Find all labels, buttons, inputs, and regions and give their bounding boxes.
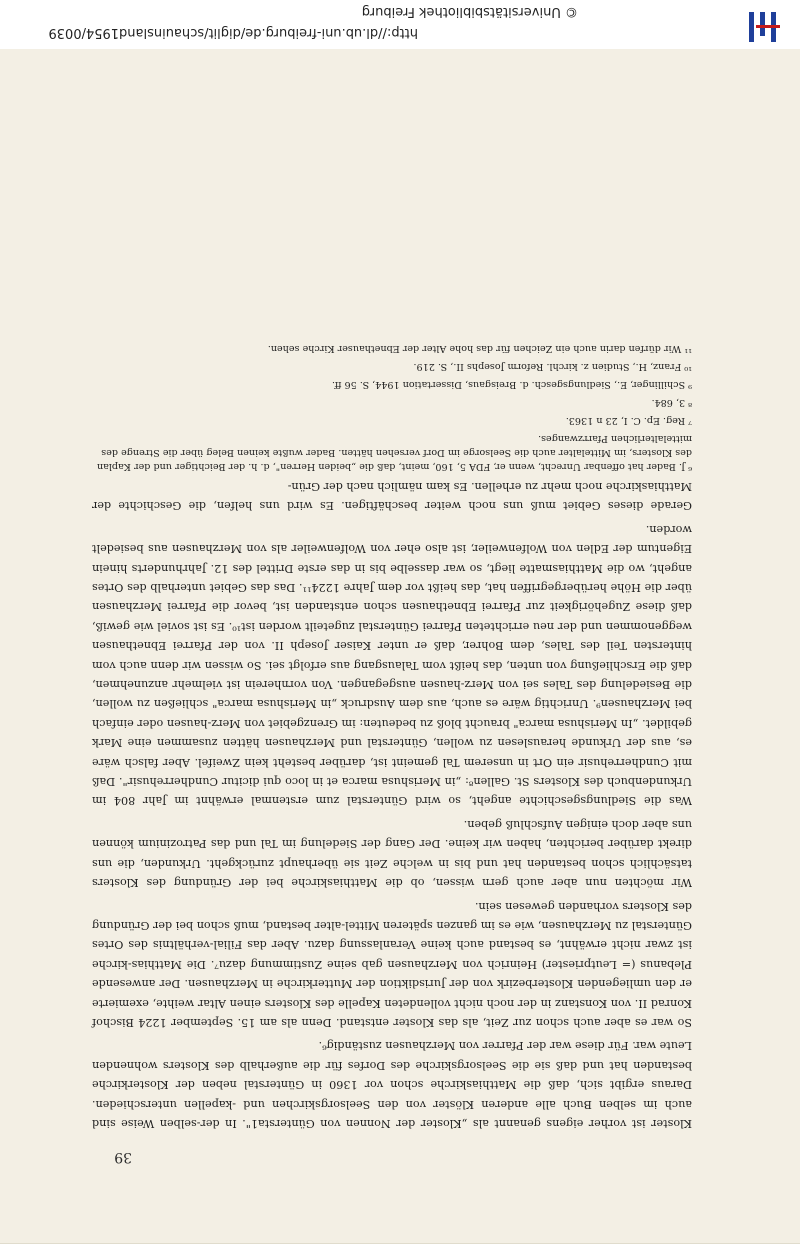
paragraph: So war es aber auch schon zur Zeit, als das Kloster entstand. Denn als am 15. September 1224 Bischof Konrad II. von Konstanz in der noch nicht vollendeten Kapelle des Klosters einen Altar weihte, exemierte er den umliegenden Klosterbezirk von der Jurisdiktion der Mutterkirche in Merzhausen. Der anwesende Plebanus (= Leutpriester) Heinrich von Merzhausen gab seine Zustimmung dazu⁷. Die Matthias-kirche ist zwar nicht erwähnt, es bestand auch keine Veranlassung dazu. Aber das Filial-verhältnis des Ortes Günterstal zu Merzhausen, wie es im ganzen späteren Mittel-alter bestand, muß schon bei der Gründung des Klosters vorhanden gewesen sein. — [92, 899, 692, 1029]
paragraph: Gerade dieses Gebiet muß uns noch weiter beschäftigen. Es wird uns helfen, die Geschichte der Matthiaskirche noch mehr zu erhellen. Es kam nämlich nach der Grün- — [92, 480, 692, 513]
source-url[interactable]: http://dl.ub.uni-freiburg.de/diglit/schauinsland1954/0039 — [48, 25, 418, 40]
copyright-notice: © Universitätsbibliothek Freiburg — [361, 4, 578, 19]
paragraph: Kloster ist vorher eigens genannt als „Kloster der Nonnen von Güntersta1". In der-selben Weise sind auch im selben Buch alle anderen Klöster von den Seelsorgskirchen und -kapellen unterschieden. Daraus ergibt sich, daß die Matthiaskirche schon vor 1360 in Günterstal neben der Klosterkirche bestanden hat und daß sie die Seelsorgskirche des Dorfes für die außerhalb des Klosters wohnenden Leute war. Für diese war der Pfarrer von Merzhausen zuständig⁶. — [92, 1039, 692, 1130]
footnotes — [92, 341, 692, 473]
page-text — [92, 327, 692, 1133]
footnote: ⁸ 3, 684. — [651, 396, 692, 408]
scanned-page — [0, 49, 800, 1244]
digital-library-banner — [0, 0, 800, 51]
page-number: 39 — [114, 1149, 132, 1165]
paragraph: Was die Siedlungsgeschichte angeht, so wird Günterstal zum erstenmal erwähnt im Jahr 804 im Urkundenbuch des Klosters St. Gallen⁸: „in Merishusa marca et in loco qui dicitur Cundherrehusir". Daß mit Cundherrehusir ein Ort in unserem Tal gemeint ist, darüber besteht kein Zweifel. Aber falsch wäre es, aus der Urkunde herauslesen zu wollen, Günterstal und Merzhausen hätten zusammen eine Mark gebildet. „In Merishusa marca" braucht bloß zu bedeuten: im Grenzgebiet von Merz-hausen oder einfach bei Merzhausen⁹. Unrichtig wäre es auch, aus dem Ausdruck „in Merishusa marca" schließen zu wollen, die Besiedelung des Tales sei von Merz-hausen ausgegangen. Von vornherein ist vielmehr anzunehmen, daß die Erschließung von unten, das heißt vom Talausgang aus erfolgt sei. So wissen wir denn auch vom hintersten Teil des Tales, dem Bohrer, daß er unter Kaiser Joseph II. von der Pfarrei Ebnethausen weggenommen und der neu errichteten Pfarrei Günterstal zugeteilt worden ist¹⁰. Es ist soviel wie gewiß, daß diese Zugehörigkeit zur Pfarrei Ebnethausen schon entstanden ist, bevor die Pfarrei Merzhausen über die Höhe herübergegriffen hat, das heißt vor dem Jahre 1224¹¹. Das das Gebiet unterhalb des Ortes angeht, wo die Matthiasmatte liegt, so war dasselbe bis in das erste Drittel des 12. Jahrhunderts hinein Eigentum der Edlen von Wolfenweiler, ist also eher von Wolfenweiler als von Merzhausen aus besiedelt worden. — [92, 522, 692, 808]
university-library-logo-icon — [742, 10, 782, 44]
footnote: ¹¹ Wir dürfen darin auch ein Zeichen für das hohe Alter der Ebnethauser Kirche sehen. — [267, 342, 692, 354]
footnote: ⁶ J. Bader hat offenbar Unrecht, wenn er, FDA 5, 160, meint, daß die „beiden Herren", d. h. der Beichtiger und der Kaplan des Klosters, im Mittelalter auch die Seelsorge im Dorf versehen hätten. Bader wußte keinen Beleg über die Strenge des mittelalterlichen Pfarrzwanges. — [96, 432, 692, 472]
footnote: ¹⁰ Franz, H., Studien z. kirchl. Reform Josephs II., S. 219. — [413, 360, 692, 372]
footnote: ⁷ Reg. Ep. C. I, 23 n 1363. — [565, 414, 692, 426]
footnote: ⁹ Schillinger, E., Siedlungsgesch. d. Breisgaus, Dissertation 1944, S. 56 ff. — [331, 378, 692, 390]
paragraph: Wir möchten nun aber auch gern wissen, ob die Matthiaskirche bei der Gründung des Klosters tatsächlich schon bestanden hat und bis in welche Zeit sie überhaupt zurückgeht. Urkunden, die uns direkt darüber berichten, haben wir keine. Der Gang der Siedelung im Tal und das Patrozinium können uns aber doch einigen Aufschluß geben. — [92, 817, 692, 890]
